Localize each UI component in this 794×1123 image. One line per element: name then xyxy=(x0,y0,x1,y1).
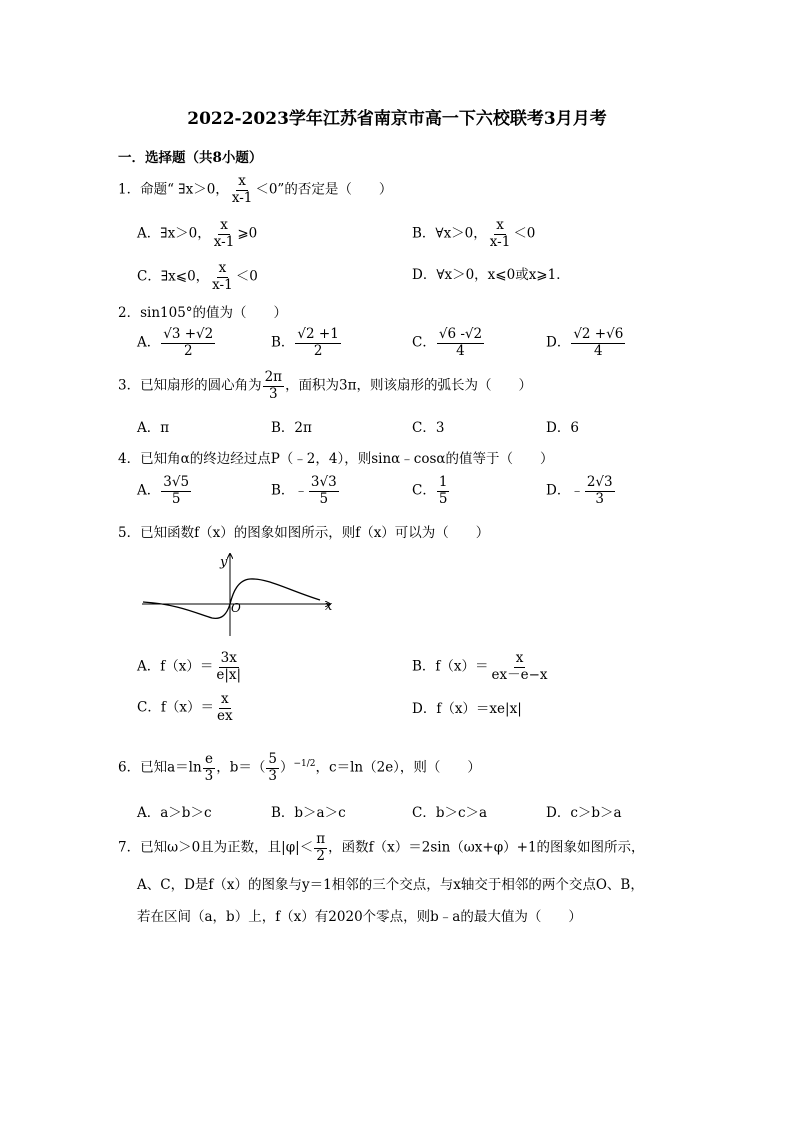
question-7-line2: A、C，D是f（x）的图象与y＝1相邻的三个交点，与x轴交于相邻的两个交点O、B， xyxy=(137,877,644,893)
q5-option-a: A．f（x）＝ $\frac{3x}{e|x|}$ xyxy=(137,650,242,683)
q3-option-a: A．π xyxy=(137,420,170,436)
q4-option-c: C． $\frac{1}{5}$ xyxy=(412,474,448,507)
q6-exponent: −1/2 xyxy=(293,759,316,770)
question-1-stem: 1．命题“ ∃x＞0， $\frac{x}{x-1}$ ＜0”的否定是（ ） xyxy=(118,173,393,206)
q4-option-a: A． $\frac{3√5}{5}$ xyxy=(137,474,190,507)
q3-option-b: B．2π xyxy=(271,420,312,436)
q1-option-c: C．∃x⩽0， $\frac{x}{x-1}$ ＜0 xyxy=(137,260,258,293)
q4-option-b: B．﹣ $\frac{3√3}{5}$ xyxy=(271,474,337,507)
q5-option-b: B．f（x）＝ $\frac{x}{ex-e-x}$ xyxy=(412,650,548,683)
graph-x-label: x xyxy=(325,599,333,614)
q6-option-b: B．b＞a＞c xyxy=(271,805,346,821)
q2-option-d: D． $\frac{√2 +√6}{4}$ xyxy=(546,326,624,359)
graph-y-label: y xyxy=(220,555,228,570)
question-3-stem: 3．已知扇形的圆心角为 $\frac{2\pi}{3}$ ，面积为3π，则该扇形的弧长为（ ） xyxy=(118,369,533,402)
q3-option-c: C．3 xyxy=(412,420,445,436)
function-graph xyxy=(138,548,338,638)
question-6-stem: 6．已知a＝ln $\frac{e}{3}$ ，b＝（ $\frac{5}{3}$ ）$^{-1/2}$，c＝ln（2e），则（ ） xyxy=(118,751,481,784)
q1-option-b: B．∀x＞0， $\frac{x}{x-1}$ ＜0 xyxy=(412,217,536,250)
graph-origin-label: O xyxy=(231,601,241,615)
question-5-stem: 5．已知函数f（x）的图象如图所示，则f（x）可以为（ ） xyxy=(118,525,490,541)
q2-option-b: B． $\frac{√2 +1}{2}$ xyxy=(271,326,339,359)
q1-fraction: $\frac{x}{x-1}$ xyxy=(231,173,253,206)
q6-option-d: D．c＞b＞a xyxy=(546,805,622,821)
q5-option-d: D．f（x）＝xe|x| xyxy=(412,701,522,717)
question-4-stem: 4．已知角α的终边经过点P（﹣2，4），则sinα﹣cosα的值等于（ ） xyxy=(118,451,554,467)
question-7-line3: 若在区间（a，b）上，f（x）有2020个零点，则b﹣a的最大值为（ ） xyxy=(137,909,582,925)
q4-option-d: D．﹣ $\frac{2√3}{3}$ xyxy=(546,474,613,507)
q6-option-a: A．a＞b＞c xyxy=(137,805,212,821)
question-7-line1: 7．已知ω＞0且为正数，且|φ|＜ $\frac{\pi}{2}$ ，函数f（x）＝2sin（ωx+φ）+1的图象如图所示， xyxy=(118,831,645,864)
section-heading: 一．选择题（共8小题） xyxy=(118,150,263,166)
q5-option-c: C．f（x）＝ $\frac{x}{ex}$ xyxy=(137,691,233,724)
q6-option-c: C．b＞c＞a xyxy=(412,805,488,821)
page-title: 2022-2023学年江苏省南京市高一下六校联考3月月考 xyxy=(187,109,607,129)
q1-option-d: D．∀x＞0，x⩽0或x⩾1． xyxy=(412,267,570,283)
q2-option-c: C． $\frac{√6 -√2}{4}$ xyxy=(412,326,483,359)
q3-option-d: D．6 xyxy=(546,420,579,436)
q1-option-a: A．∃x＞0， $\frac{x}{x-1}$ ⩾0 xyxy=(137,217,258,250)
question-2-stem: 2．sin105°的值为（ ） xyxy=(118,305,288,321)
q2-option-a: A． $\frac{√3 +√2}{2}$ xyxy=(137,326,214,359)
